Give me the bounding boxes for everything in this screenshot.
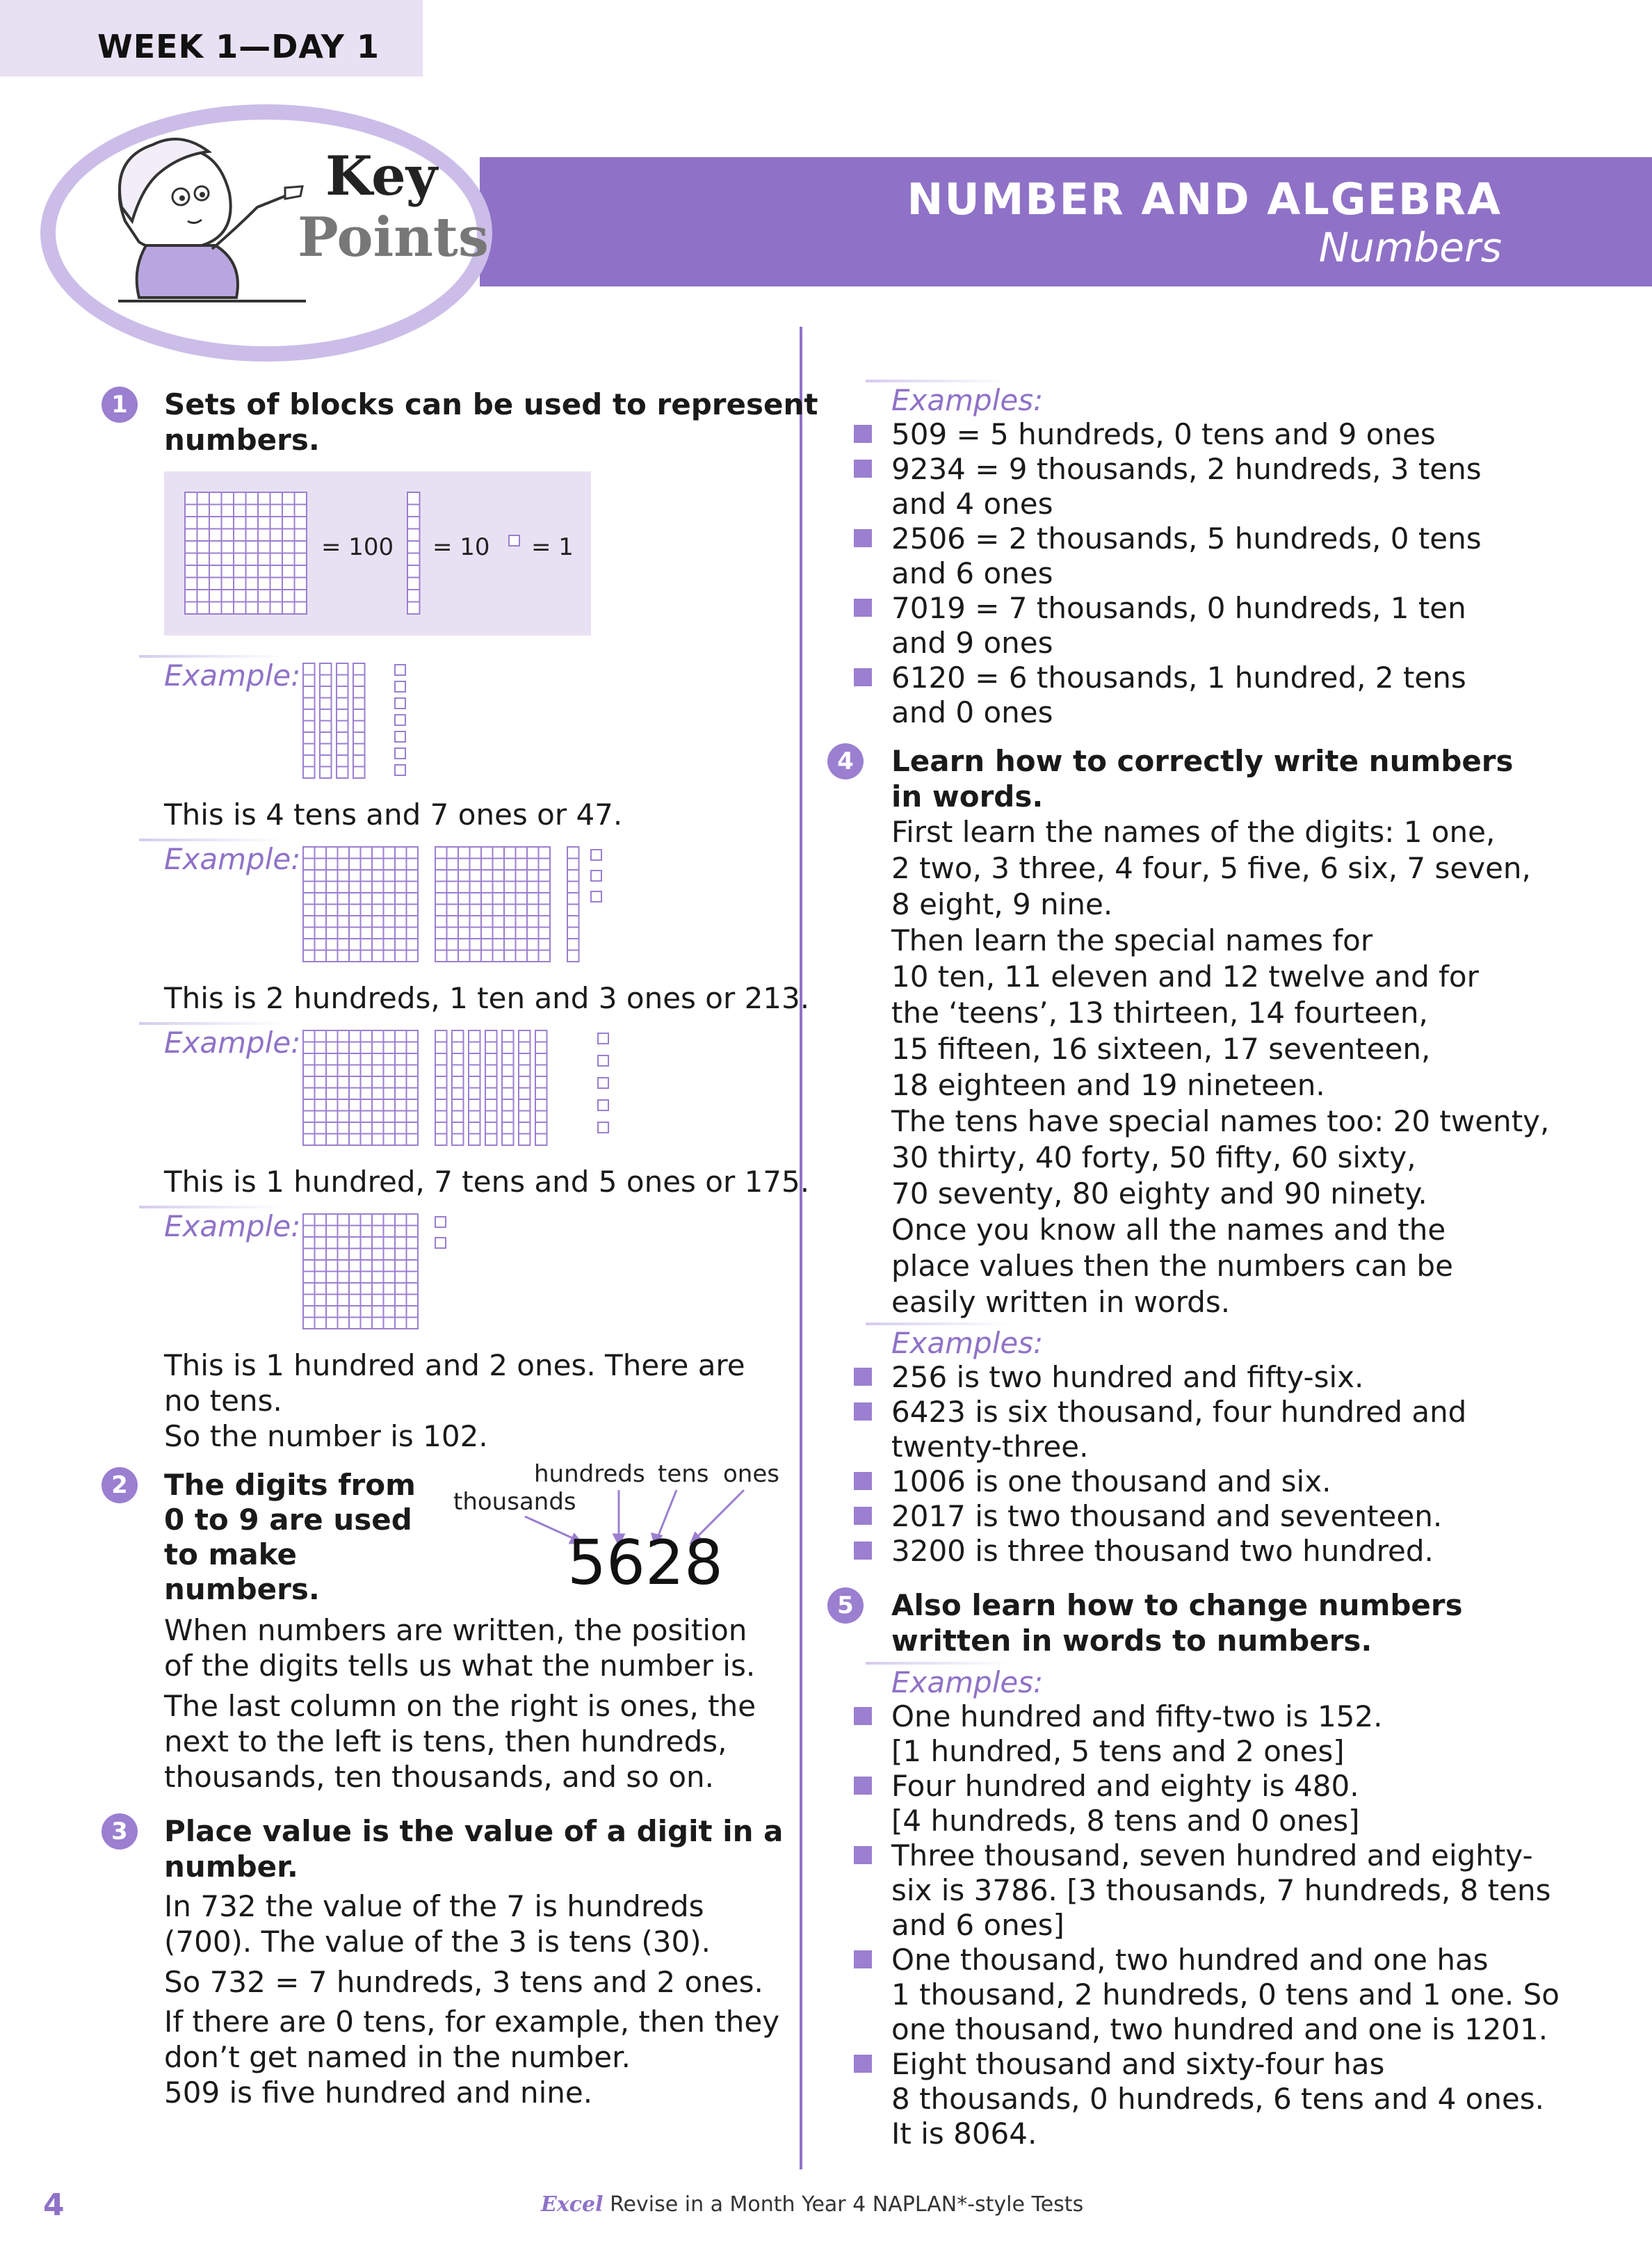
one-cube (509, 535, 519, 546)
example-label: Example: (164, 842, 301, 876)
point-number-3: 3 (102, 1813, 138, 1850)
point-3-body-line2: (700). The value of the 3 is tens (30). (164, 1925, 711, 1959)
list-item: six is 3786. [3 thousands, 7 hundreds, 8 tens (891, 1873, 1551, 1907)
label-ones: ones (723, 1460, 779, 1488)
bullet-square-icon (854, 668, 872, 686)
example-label: Example: (164, 1209, 301, 1243)
list-item: Three thousand, seven hundred and eighty- (891, 1838, 1533, 1872)
point-2-body-line2: of the digits tells us what the number is. (164, 1649, 756, 1683)
section-title: NUMBER AND ALGEBRA (907, 174, 1502, 225)
girl-illustration-icon (76, 124, 306, 325)
point-number-5: 5 (827, 1587, 864, 1624)
one-cube (395, 731, 405, 742)
point-3-heading-line1: Place value is the value of a digit in a (164, 1814, 784, 1848)
list-item: one thousand, two hundred and one is 1201. (891, 2012, 1548, 2046)
point-4-heading-line2: in words. (891, 779, 1044, 814)
hundred-block (303, 1030, 418, 1145)
ten-rod (519, 1030, 531, 1145)
list-item: [4 hundreds, 8 tens and 0 ones] (891, 1804, 1360, 1838)
list-item: 8 thousands, 0 hundreds, 6 tens and 4 ones. (891, 2082, 1545, 2116)
point-1-heading-line1: Sets of blocks can be used to represent (164, 387, 818, 421)
one-cube (598, 1033, 608, 1044)
ten-rod (502, 1030, 514, 1145)
one-cube (395, 681, 405, 692)
point-3-body-line4: If there are 0 tens, for example, then they (164, 2005, 780, 2039)
example-1-blocks (299, 661, 417, 786)
list-item: Four hundred and eighty is 480. (891, 1769, 1359, 1803)
legend-ten-label: = 10 (432, 533, 490, 561)
list-item: 509 = 5 hundreds, 0 tens and 9 ones (891, 417, 1436, 451)
point-4-body-line: First learn the names of the digits: 1 one, (891, 815, 1496, 849)
one-cube (591, 871, 601, 881)
hundred-block (435, 847, 550, 962)
point-2-heading-line3: to make (164, 1537, 297, 1571)
one-cube (395, 665, 405, 675)
example-3-blocks (299, 1028, 619, 1153)
point-4-body-line: 70 seventy, 80 eighty and 90 ninety. (891, 1176, 1427, 1211)
bullet-square-icon (854, 1402, 872, 1421)
bullet-square-icon (854, 1950, 872, 1968)
point-5-heading-line2: written in words to numbers. (891, 1624, 1372, 1658)
bullet-square-icon (854, 1472, 872, 1490)
week-day-label: WEEK 1—DAY 1 (97, 28, 380, 65)
list-item: Eight thousand and sixty-four has (891, 2047, 1385, 2081)
example-4-caption-line1: This is 1 hundred and 2 ones. There are (164, 1348, 745, 1382)
label-hundreds: hundreds (534, 1460, 645, 1488)
point-4-body-line: Once you know all the names and the (891, 1213, 1446, 1247)
point-3-body-line5: don’t get named in the number. (164, 2040, 631, 2074)
footer-text (541, 2192, 1083, 2217)
point-4-body-line: 30 thirty, 40 forty, 50 fifty, 60 sixty, (891, 1140, 1416, 1174)
ten-rod (535, 1030, 547, 1145)
key-word: Key (325, 145, 438, 208)
bullet-square-icon (854, 460, 872, 478)
point-2-body-line1: When numbers are written, the position (164, 1613, 747, 1647)
point-2-body-line4: next to the left is tens, then hundreds, (164, 1724, 727, 1758)
list-item: One thousand, two hundred and one has (891, 1943, 1489, 1977)
hundred-block (303, 847, 418, 962)
point-3-heading-line2: number. (164, 1850, 298, 1884)
list-item: 1 thousand, 2 hundreds, 0 tens and 1 one. So (891, 1977, 1560, 2012)
point-number-1: 1 (102, 387, 138, 423)
example-label: Example: (164, 1026, 301, 1060)
ten-rod (469, 1030, 480, 1145)
example-3-caption: This is 1 hundred, 7 tens and 5 ones or 175. (164, 1165, 810, 1199)
one-cube (591, 891, 601, 902)
footer-brand: Excel (541, 2192, 604, 2217)
label-tens: tens (658, 1460, 709, 1488)
bullet-square-icon (854, 1542, 872, 1560)
list-item: 256 is two hundred and fifty-six. (891, 1360, 1364, 1394)
column-divider (800, 327, 802, 2169)
one-cube (598, 1122, 608, 1133)
point-1-heading-line2: numbers. (164, 423, 320, 457)
list-item: and 6 ones] (891, 1908, 1064, 1942)
point-3-body-line6: 509 is five hundred and nine. (164, 2076, 593, 2110)
point-2-heading-line2: 0 to 9 are used (164, 1503, 412, 1537)
point-4-body-line: Then learn the special names for (891, 923, 1373, 957)
point-2-body-line5: thousands, ten thousands, and so on. (164, 1760, 715, 1794)
list-item: and 4 ones (891, 487, 1053, 521)
list-item: and 9 ones (891, 626, 1053, 660)
footer-title: Revise in a Month Year 4 NAPLAN*-style Tests (610, 2192, 1084, 2217)
hundred-block (185, 492, 307, 614)
point-3-body-line3: So 732 = 7 hundreds, 3 tens and 2 ones. (164, 1965, 763, 1999)
bullet-square-icon (854, 425, 872, 443)
examples-label-c: Examples: (891, 1665, 1044, 1699)
hundred-block (303, 1214, 418, 1329)
point-4-body-line: easily written in words. (891, 1285, 1231, 1319)
point-4-body-line: 18 eighteen and 19 nineteen. (891, 1068, 1325, 1102)
one-cube (598, 1078, 608, 1088)
list-item: It is 8064. (891, 2117, 1037, 2151)
ten-rod (435, 1030, 447, 1145)
point-3-body-line1: In 732 the value of the 7 is hundreds (164, 1889, 704, 1923)
list-item: 7019 = 7 thousands, 0 hundreds, 1 ten (891, 591, 1466, 625)
point-4-body-line: 2 two, 3 three, 4 four, 5 five, 6 six, 7 seven, (891, 851, 1531, 885)
bullet-square-icon (854, 529, 872, 547)
one-cube (591, 850, 601, 860)
bullet-square-icon (854, 1507, 872, 1525)
example-1-caption: This is 4 tens and 7 ones or 47. (164, 798, 623, 832)
point-4-body-line: the ‘teens’, 13 thirteen, 14 fourteen, (891, 996, 1428, 1030)
point-5-heading-line1: Also learn how to change numbers (891, 1588, 1463, 1622)
page-number: 4 (43, 2187, 65, 2223)
list-item: 2017 is two thousand and seventeen. (891, 1499, 1443, 1533)
list-item: 6423 is six thousand, four hundred and (891, 1395, 1467, 1429)
example-4-caption-line2: no tens. (164, 1384, 282, 1418)
one-cube (395, 715, 405, 725)
points-word: Points (298, 206, 489, 269)
examples-label-b: Examples: (891, 1326, 1044, 1360)
ten-rod (567, 847, 579, 962)
list-item: One hundred and fifty-two is 152. (891, 1699, 1383, 1733)
ten-rod (337, 663, 348, 778)
bullet-square-icon (854, 1707, 872, 1725)
point-4-body-line: place values then the numbers can be (891, 1249, 1453, 1283)
ten-rod (320, 663, 332, 778)
bullet-square-icon (854, 2055, 872, 2073)
legend-hundred-label: = 100 (321, 533, 394, 561)
list-item: 3200 is three thousand two hundred. (891, 1534, 1434, 1568)
list-item: 2506 = 2 thousands, 5 hundreds, 0 tens (891, 521, 1482, 556)
one-cube (598, 1055, 608, 1066)
point-4-body-line: 15 fifteen, 16 sixteen, 17 seventeen, (891, 1032, 1431, 1066)
section-subtitle: Numbers (1318, 224, 1502, 271)
point-4-body-line: 8 eight, 9 nine. (891, 887, 1113, 921)
bullet-square-icon (854, 1777, 872, 1795)
example-label: Example: (164, 658, 301, 693)
one-cube (435, 1217, 446, 1227)
point-2-body-line3: The last column on the right is ones, the (164, 1689, 756, 1723)
ten-rod (407, 492, 420, 614)
one-cube (598, 1100, 608, 1110)
one-cube (395, 748, 405, 759)
point-4-body-line: 10 ten, 11 eleven and 12 twelve and for (891, 960, 1479, 994)
list-item: 1006 is one thousand and six. (891, 1464, 1331, 1498)
bullet-square-icon (854, 599, 872, 617)
list-item: 9234 = 9 thousands, 2 hundreds, 3 tens (891, 452, 1482, 486)
one-cube (435, 1238, 446, 1248)
ten-rod (485, 1030, 497, 1145)
list-item: and 0 ones (891, 695, 1053, 729)
list-item: and 6 ones (891, 556, 1053, 590)
ten-rod (452, 1030, 464, 1145)
bullet-square-icon (854, 1846, 872, 1864)
example-2-blocks (299, 844, 619, 969)
point-2-heading-line4: numbers. (164, 1572, 320, 1606)
example-2-caption: This is 2 hundreds, 1 ten and 3 ones or 213. (164, 981, 810, 1015)
one-cube (395, 698, 405, 709)
point-4-body-line: The tens have special names too: 20 twenty, (891, 1104, 1550, 1138)
ten-rod (303, 663, 315, 778)
place-value-number: 5628 (567, 1527, 723, 1599)
example-4-caption-line3: So the number is 102. (164, 1419, 488, 1453)
label-thousands: thousands (453, 1488, 576, 1516)
list-item: twenty-three. (891, 1430, 1089, 1464)
point-2-heading-line1: The digits from (164, 1468, 416, 1502)
one-cube (395, 765, 405, 775)
bullet-square-icon (854, 1368, 872, 1386)
point-4-heading-line1: Learn how to correctly write numbers (891, 744, 1514, 778)
point-number-4: 4 (827, 743, 864, 779)
point-number-2: 2 (102, 1467, 138, 1503)
list-item: 6120 = 6 thousands, 1 hundred, 2 tens (891, 661, 1466, 695)
example-4-blocks (299, 1211, 466, 1336)
examples-label-a: Examples: (891, 383, 1044, 417)
list-item: [1 hundred, 5 tens and 2 ones] (891, 1734, 1345, 1768)
legend-one-label: = 1 (531, 533, 574, 561)
ten-rod (353, 663, 365, 778)
